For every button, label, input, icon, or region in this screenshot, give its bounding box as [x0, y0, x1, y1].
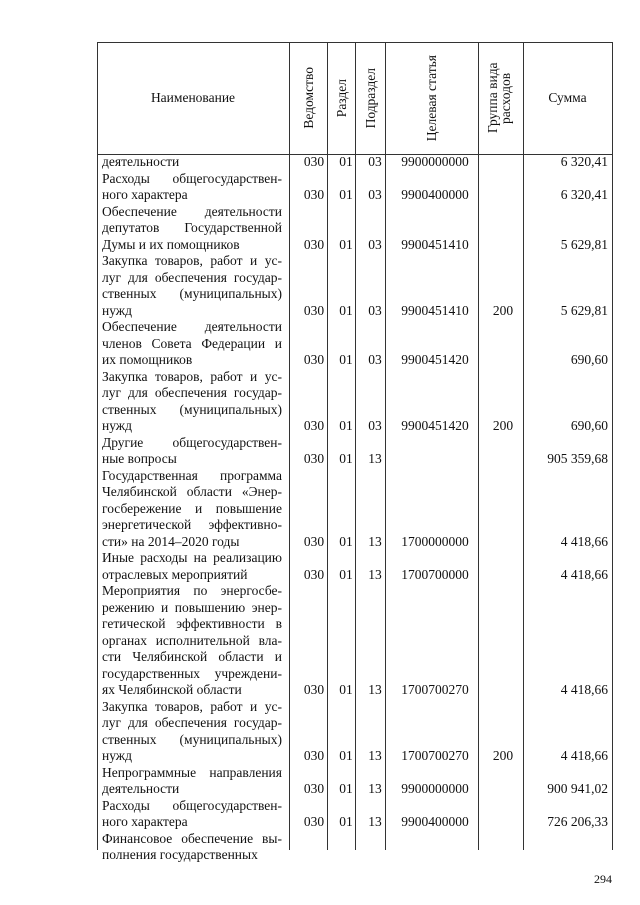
row-name	[102, 319, 282, 369]
row-name-line: ного характера	[102, 814, 188, 829]
summa-cell: 905 359,68	[547, 451, 608, 466]
row-name-line: ственных (муниципальных)	[102, 286, 282, 301]
vedomstvo-cell: 030	[303, 781, 325, 796]
summa-cell: 4 418,66	[560, 682, 608, 697]
table-row	[97, 435, 612, 468]
header-vedomstvo-text: Ведомство	[300, 67, 316, 129]
row-name-line: членов Совета Федерации и	[102, 335, 282, 351]
podrazdel-cell: 03	[368, 418, 382, 433]
row-name-line: Непрограммные направления	[102, 764, 282, 780]
podrazdel-cell: 13	[368, 566, 382, 582]
row-name-line: Расходы общегосударствен-	[102, 797, 282, 813]
row-name-line: полнения государственных	[102, 847, 258, 862]
row-name-line: Расходы общегосударствен-	[102, 170, 282, 186]
row-name-line: Иные расходы на реализацию	[102, 550, 282, 565]
table-row	[97, 319, 612, 369]
row-name-line: Обеспечение деятельности	[102, 319, 282, 334]
row-name-line: луг для обеспечения государ-	[102, 715, 282, 730]
row-name	[102, 699, 282, 765]
page-number: 294	[594, 872, 612, 886]
header-podrazdel-text: Подраздел	[362, 67, 378, 129]
header-razdel-text: Раздел	[333, 78, 349, 118]
table-row	[97, 253, 612, 319]
header-summa-text: Сумма	[548, 90, 587, 105]
table-row	[97, 468, 612, 551]
row-name-line: органах исполнительной вла-	[102, 632, 282, 648]
summa-cell: 690,60	[570, 352, 608, 367]
razdel-cell: 01	[339, 352, 353, 367]
podrazdel-cell: 13	[368, 451, 382, 466]
celevaya-cell: 9900451410	[401, 302, 469, 318]
header-podrazdel	[355, 42, 385, 154]
header-celevaya	[385, 42, 478, 154]
podrazdel-cell: 03	[368, 352, 382, 367]
col-line-right	[612, 42, 613, 850]
row-name-line: госбережение и повышение	[102, 500, 282, 516]
vedomstvo-cell: 030	[303, 236, 325, 252]
gruppa-cell: 200	[492, 302, 514, 318]
table-row	[97, 798, 612, 831]
celevaya-cell: 9900000000	[401, 781, 469, 796]
row-name-line: ные вопросы	[102, 451, 177, 466]
row-name-line: нужд	[102, 418, 132, 433]
row-name	[102, 435, 282, 468]
celevaya-cell: 1700700270	[401, 748, 469, 763]
header-celevaya-text: Целевая статья	[424, 54, 439, 142]
row-name-line: Челябинской области «Энер-	[102, 484, 282, 499]
header-gruppa	[478, 42, 523, 154]
row-name-line: депутатов Государственной	[102, 220, 282, 235]
table-row	[97, 831, 612, 864]
gruppa-cell: 200	[492, 748, 514, 763]
razdel-cell: 01	[339, 682, 353, 697]
table-row	[97, 369, 612, 435]
celevaya-cell: 1700700270	[401, 682, 469, 697]
row-name-line: энергетической эффективно-	[102, 517, 282, 532]
row-name-line: Финансовое обеспечение вы-	[102, 830, 282, 846]
celevaya-cell: 9900400000	[401, 187, 469, 202]
podrazdel-cell: 13	[368, 748, 382, 763]
razdel-cell: 01	[339, 451, 353, 466]
row-name-line: Закупка товаров, работ и ус-	[102, 698, 282, 714]
vedomstvo-cell: 030	[303, 533, 325, 549]
row-name-line: Мероприятия по энергосбе-	[102, 583, 282, 598]
row-name	[102, 154, 282, 171]
podrazdel-cell: 03	[368, 236, 382, 252]
razdel-cell: 01	[339, 533, 353, 549]
vedomstvo-cell: 030	[303, 451, 325, 466]
row-name-line: сти» на 2014–2020 годы	[102, 533, 240, 549]
table-row	[97, 204, 612, 254]
podrazdel-cell: 03	[368, 154, 382, 169]
row-name-line: Закупка товаров, работ и ус-	[102, 368, 282, 384]
vedomstvo-cell: 030	[303, 154, 325, 169]
header-name	[97, 42, 289, 154]
vedomstvo-cell: 030	[303, 566, 325, 582]
row-name-line: государственных учреждени-	[102, 665, 282, 681]
row-name	[102, 468, 282, 551]
summa-cell: 726 206,33	[547, 814, 608, 829]
table-row	[97, 171, 612, 204]
row-name	[102, 550, 282, 583]
razdel-cell: 01	[339, 781, 353, 796]
vedomstvo-cell: 030	[303, 302, 325, 318]
row-name-line: нужд	[102, 748, 132, 763]
celevaya-cell: 1700700000	[401, 566, 469, 582]
row-name-line: ственных (муниципальных)	[102, 731, 282, 747]
celevaya-cell: 9900451420	[401, 352, 469, 367]
row-name-line: сти Челябинской области и	[102, 649, 282, 664]
header-razdel	[327, 42, 355, 154]
razdel-cell: 01	[339, 566, 353, 582]
table-row	[97, 550, 612, 583]
podrazdel-cell: 03	[368, 302, 382, 318]
row-name-line: луг для обеспечения государ-	[102, 385, 282, 400]
table-row	[97, 583, 612, 699]
razdel-cell: 01	[339, 302, 353, 318]
summa-cell: 4 418,66	[560, 748, 608, 763]
vedomstvo-cell: 030	[303, 187, 325, 202]
row-name-line: ного характера	[102, 187, 188, 202]
podrazdel-cell: 13	[368, 682, 382, 697]
row-name-line: ственных (муниципальных)	[102, 401, 282, 417]
razdel-cell: 01	[339, 187, 353, 202]
row-name	[102, 583, 282, 699]
podrazdel-cell: 03	[368, 187, 382, 202]
summa-cell: 5 629,81	[560, 302, 608, 318]
row-name-line: отраслевых мероприятий	[102, 566, 248, 582]
vedomstvo-cell: 030	[303, 418, 325, 433]
summa-cell: 6 320,41	[560, 187, 608, 202]
row-name-line: нужд	[102, 302, 132, 318]
row-name-line: Другие общегосударствен-	[102, 434, 282, 450]
row-name-line: ях Челябинской области	[102, 682, 242, 697]
table-row	[97, 765, 612, 798]
podrazdel-cell: 13	[368, 781, 382, 796]
celevaya-cell: 9900451410	[401, 236, 469, 252]
row-name	[102, 204, 282, 254]
row-name	[102, 831, 282, 864]
razdel-cell: 01	[339, 154, 353, 169]
gruppa-cell: 200	[492, 418, 514, 433]
razdel-cell: 01	[339, 814, 353, 829]
row-name-line: гетической эффективности в	[102, 616, 282, 631]
row-name-line: Обеспечение деятельности	[102, 203, 282, 219]
header-summa	[523, 42, 612, 154]
podrazdel-cell: 13	[368, 814, 382, 829]
summa-cell: 690,60	[570, 418, 608, 433]
vedomstvo-cell: 030	[303, 352, 325, 367]
row-name	[102, 798, 282, 831]
row-name	[102, 171, 282, 204]
celevaya-cell: 9900000000	[401, 154, 469, 169]
razdel-cell: 01	[339, 418, 353, 433]
summa-cell: 4 418,66	[560, 533, 608, 549]
row-name-line: деятельности	[102, 154, 180, 169]
row-name-line: деятельности	[102, 781, 180, 796]
row-name	[102, 765, 282, 798]
summa-cell: 900 941,02	[547, 781, 608, 796]
row-name-line: Государственная программа	[102, 467, 282, 483]
row-name-line: луг для обеспечения государ-	[102, 269, 282, 285]
vedomstvo-cell: 030	[303, 682, 325, 697]
row-name-line: режению и повышению энер-	[102, 599, 282, 615]
vedomstvo-cell: 030	[303, 814, 325, 829]
row-name	[102, 253, 282, 319]
summa-cell: 6 320,41	[560, 154, 608, 169]
razdel-cell: 01	[339, 236, 353, 252]
header-name-text: Наименование	[150, 90, 236, 105]
vedomstvo-cell: 030	[303, 748, 325, 763]
celevaya-cell: 1700000000	[401, 533, 469, 549]
summa-cell: 5 629,81	[560, 236, 608, 252]
row-name	[102, 369, 282, 435]
podrazdel-cell: 13	[368, 533, 382, 549]
row-name-line: их помощников	[102, 352, 193, 367]
summa-cell: 4 418,66	[560, 566, 608, 582]
celevaya-cell: 9900400000	[401, 814, 469, 829]
row-name-line: Закупка товаров, работ и ус-	[102, 253, 282, 268]
table-row	[97, 154, 612, 171]
celevaya-cell: 9900451420	[401, 418, 469, 433]
header-vedomstvo	[289, 42, 327, 154]
row-name-line: Думы и их помощников	[102, 236, 240, 252]
table-row	[97, 699, 612, 765]
header-gruppa-text: Группа вида расходов	[484, 62, 513, 134]
razdel-cell: 01	[339, 748, 353, 763]
